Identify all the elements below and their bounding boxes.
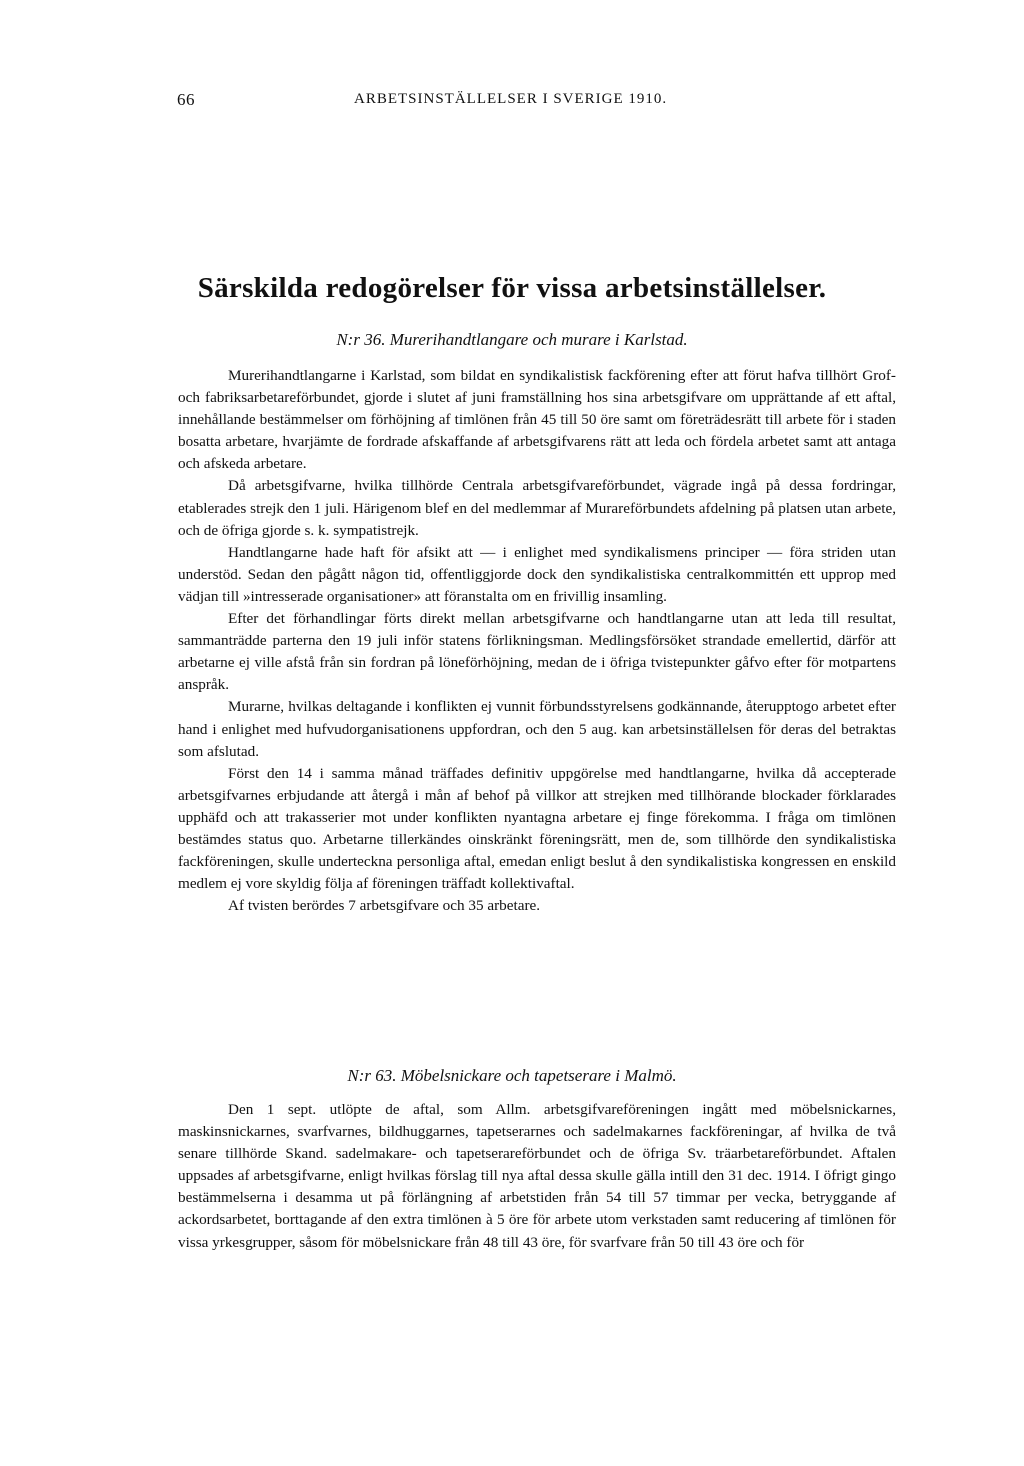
paragraph: Handtlangarne hade haft för afsikt att — i enlighet med syndikalismens principer — föra striden utan understöd. Sedan den pågått någon tid, offentliggjorde dock den syndikalistiska centralkommittén ett upprop med vädjan till »intresserade organisationer» att föranstalta om en frivillig insamling. — [178, 543, 896, 605]
paragraph: Af tvisten berördes 7 arbetsgifvare och 35 arbetare. — [228, 897, 541, 915]
paragraph: Murarne, hvilkas deltagande i konflikten ej vunnit förbundsstyrelsens godkännande, återupptogo arbetet efter hand i enlighet med hufvudorganisationens uppfordran, och den 5 aug. kan arbetsinställelsen för deras del betraktas som afslutad. — [178, 698, 896, 760]
paragraph: Först den 14 i samma månad träffades definitiv uppgörelse med handtlangarne, hvilka då accepterade arbetsgifvarnes erbjudande att återgå i mån af behof på villkor att strejken med tillhörande blockader förklarades upphäfd och att trakasserier mot under konflikten nyantagna arbetare ej finge förekomma. I fråga om timlönen bestämdes status quo. Arbetarne tillerkändes oinskränkt föreningsrätt, men de, som tillhörde den syndikalistiska fackföreningen, skulle underteckna personliga aftal, emedan enligt beslut å den syndikalistiska kongressen en enskild medlem ej vore skyldig följa af föreningen träffadt kollektivaftal. — [178, 764, 896, 893]
section-heading-36: N:r 36. Murerihandtlangare och murare i Karlstad. — [336, 330, 688, 349]
section-body-36 — [178, 365, 896, 917]
paragraph: Murerihandtlangarne i Karlstad, som bildat en syndikalistisk fackförening efter att förut hafva tillhört Grof- och fabriksarbetareförbundet, gjorde i slutet af juni framställning hos sina arbetsgifvare om upprättande af ett aftal, innehållande bestämmelser om förhöjning af timlönen från 45 till 50 öre samt om företrädesrätt till arbete för i staden bosatta arbetare, hvarjämte de fordrade afskaffande af arbetsgifvarens rätt att leda och fördela arbetet samt att antaga och afskeda arbetare. — [178, 367, 896, 473]
paragraph: Efter det förhandlingar förts direkt mellan arbetsgifvarne och handtlangarne utan att leda till resultat, sammanträdde parterna den 19 juli inför statens förlikningsman. Medlingsförsöket strandade emellertid, därför att arbetarne ej ville afstå från sin fordran på löneförhöjning, medan de i öfriga tvistepunkter gåfvo efter för motpartens anspråk. — [178, 610, 896, 694]
section-body-63 — [178, 1099, 896, 1254]
paragraph: Då arbetsgifvarne, hvilka tillhörde Centrala arbetsgifvareförbundet, vägrade ingå på dessa fordringar, etablerades strejk den 1 juli. Härigenom blef en del medlemmar af Murareförbundets afdelning på platsen utan arbete, och de öfriga gjorde s. k. sympatistrejk. — [178, 477, 896, 539]
paragraph: Den 1 sept. utlöpte de aftal, som Allm. arbetsgifvareföreningen ingått med möbelsnickarnes, maskinsnickarnes, svarfvarnes, bildhuggarnes, tapetserarnes och sadelmakarnes fackföreningar, af hvilka de två senare tillhörde Skand. sadelmakare- och tapetserareförbundet och de öfriga Sv. träarbetareförbundet. Aftalen uppsades af arbetsgifvarne, enligt hvilkas förslag till nya aftal dessa skulle gälla intill den 31 dec. 1914. I öfrigt gingo bestämmelserna i desamma ut på förlängning af arbetstiden från 54 till 57 timmar per vecka, betryggande af ackordsarbetet, borttagande af den extra timlönen à 5 öre för arbete utom verkstaden samt reducering af timlönen för vissa yrkesgrupper, såsom för möbelsnickare från 48 till 43 öre, för svarfvare från 50 till 43 öre och för — [178, 1101, 896, 1251]
running-head — [177, 90, 897, 114]
page-title: Särskilda redogörelser för vissa arbetsinställelser. — [197, 272, 827, 304]
running-title: ARBETSINSTÄLLELSER I SVERIGE 1910. — [354, 91, 668, 107]
section-heading-63: N:r 63. Möbelsnickare och tapetserare i Malmö. — [347, 1066, 677, 1085]
page-number: 66 — [177, 90, 195, 109]
